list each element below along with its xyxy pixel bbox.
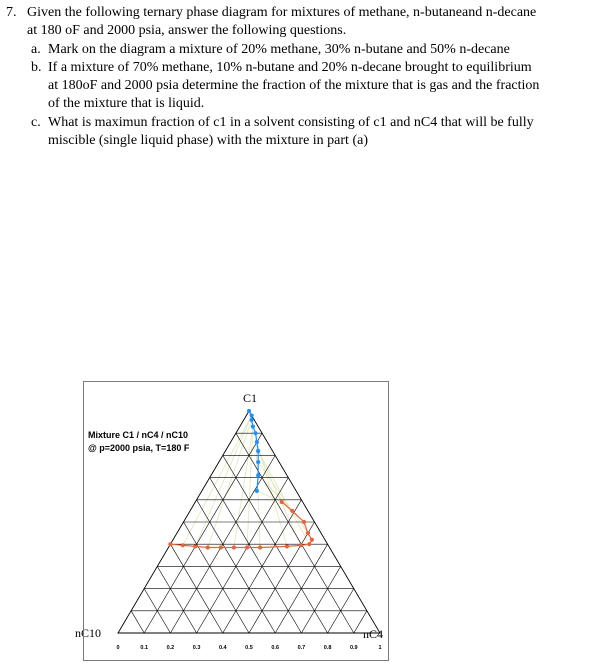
part-b-line-2: at 180oF and 2000 psia determine the fraction of the mixture that is gas and the fraction	[48, 78, 540, 93]
vertex-label-left: nC10	[75, 626, 102, 640]
question-intro-line-1: Given the following ternary phase diagram for mixtures of methane, n-butaneand n-decane	[27, 5, 537, 20]
axis-tick-label: 0.7	[297, 645, 306, 651]
part-a-letter: a.	[31, 42, 41, 57]
axis-tick-label: 0	[116, 645, 120, 651]
part-c-line-1: What is maximun fraction of c1 in a solvent consisting of c1 and nC4 that will be fully	[48, 115, 534, 130]
chart-title-line-1: Mixture C1 / nC4 / nC10	[88, 430, 189, 440]
ternary-phase-diagram	[75, 381, 389, 661]
part-a-line-1: Mark on the diagram a mixture of 20% methane, 30% n-butane and 50% n-decane	[48, 42, 510, 57]
axis-tick-label: 0.1	[140, 645, 149, 651]
axis-tick-label: 0.5	[245, 645, 253, 651]
axis-tick-label: 0.8	[323, 645, 332, 651]
question-number: 7.	[6, 5, 17, 20]
question-intro-line-2: at 180 oF and 2000 psia, answer the following questions.	[27, 23, 347, 38]
axis-tick-label: 0.2	[166, 645, 175, 651]
axis-tick-label: 0.4	[218, 645, 227, 651]
axis-tick-label: 1	[378, 645, 382, 651]
part-b-letter: b.	[31, 60, 42, 75]
vertex-label-top: C1	[242, 391, 258, 405]
axis-tick-label: 0.3	[192, 645, 201, 651]
part-b-line-3: of the mixture that is liquid.	[48, 96, 205, 111]
part-c-line-2: miscible (single liquid phase) with the mixture in part (a)	[48, 133, 368, 148]
axis-tick-label: 0.6	[271, 645, 280, 651]
part-b-line-1: If a mixture of 70% methane, 10% n-butane and 20% n-decane brought to equilibrium	[48, 60, 532, 75]
chart-title-line-2: @ p=2000 psia, T=180 F	[88, 443, 190, 453]
vertex-label-right: nC4	[362, 627, 383, 641]
axis-tick-label: 0.9	[349, 645, 358, 651]
part-c-letter: c.	[31, 115, 41, 130]
figure-frame	[83, 381, 389, 661]
